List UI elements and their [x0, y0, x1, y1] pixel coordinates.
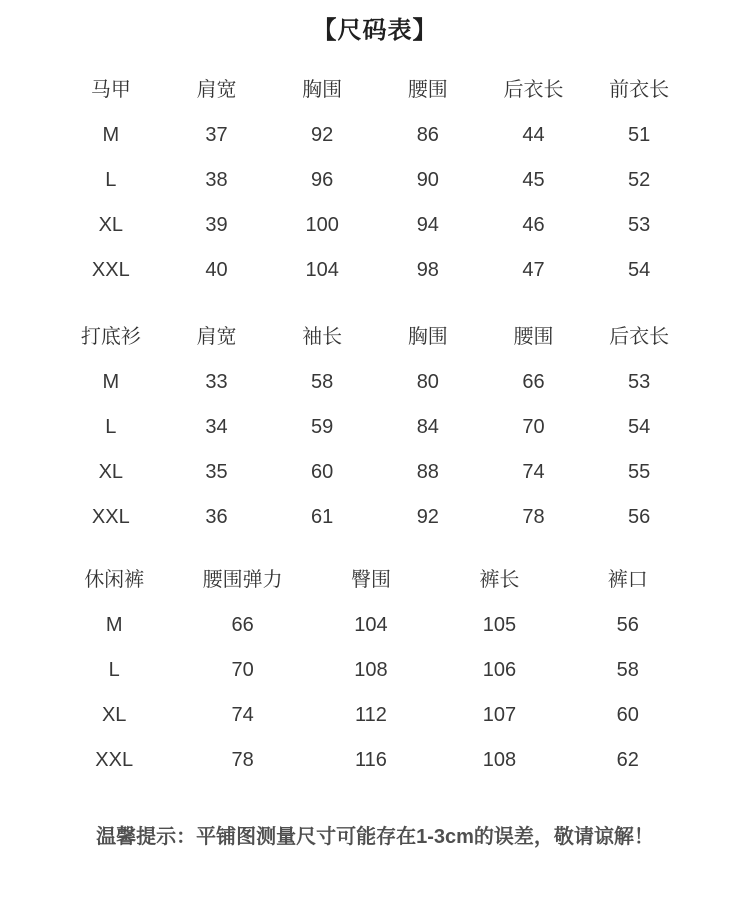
size-value-cell: 92	[416, 506, 439, 528]
size-label-cell: L	[105, 169, 117, 191]
size-label-cell: XXL	[95, 749, 134, 771]
column-header-cell: 袖长	[302, 326, 343, 348]
size-value-cell: 92	[311, 124, 334, 146]
size-value-cell: 62	[616, 749, 639, 771]
size-value-cell: 38	[205, 169, 228, 191]
size-value-cell: 36	[205, 506, 228, 528]
size-value-cell: 54	[628, 416, 651, 438]
size-value-cell: 39	[205, 214, 228, 236]
size-value-cell: 80	[416, 371, 439, 393]
size-value-cell: 104	[305, 259, 339, 281]
size-value-cell: 105	[482, 614, 517, 636]
size-value-cell: 53	[628, 371, 651, 393]
size-value-cell: 108	[482, 749, 517, 771]
size-value-cell: 104	[354, 614, 388, 636]
size-value-cell: 106	[482, 659, 517, 681]
size-value-cell: 56	[616, 614, 639, 636]
size-value-cell: 54	[628, 259, 651, 281]
size-value-cell: 56	[628, 506, 651, 528]
size-value-cell: 66	[231, 614, 254, 636]
table-title-cell: 马甲	[90, 79, 131, 101]
size-label-cell: M	[105, 614, 123, 636]
size-value-cell: 35	[205, 461, 228, 483]
column-header-cell: 胸围	[302, 79, 343, 101]
column-header-cell: 裤长	[479, 569, 520, 591]
size-value-cell: 88	[416, 461, 439, 483]
size-value-cell: 58	[311, 371, 334, 393]
size-value-cell: 78	[231, 749, 254, 771]
size-table-0	[58, 68, 692, 293]
size-value-cell: 37	[205, 124, 228, 146]
size-value-cell: 96	[311, 169, 334, 191]
size-label-cell: L	[105, 416, 117, 438]
size-value-cell: 66	[522, 371, 545, 393]
size-value-cell: 100	[305, 214, 339, 236]
size-label-cell: XXL	[91, 506, 130, 528]
size-value-cell: 55	[628, 461, 651, 483]
table-title-cell: 休闲裤	[84, 569, 145, 591]
column-header-cell: 裤口	[607, 569, 648, 591]
size-value-cell: 40	[205, 259, 228, 281]
column-header-cell: 胸围	[407, 326, 448, 348]
size-value-cell: 108	[354, 659, 388, 681]
size-value-cell: 107	[482, 704, 517, 726]
size-value-cell: 33	[205, 371, 228, 393]
size-value-cell: 52	[628, 169, 651, 191]
size-value-cell: 98	[416, 259, 439, 281]
size-value-cell: 34	[205, 416, 228, 438]
size-label-cell: M	[102, 371, 120, 393]
size-table-2	[50, 558, 692, 783]
size-value-cell: 112	[355, 704, 387, 726]
column-header-cell: 腰围	[513, 326, 554, 348]
size-value-cell: 59	[311, 416, 334, 438]
size-value-cell: 74	[231, 704, 254, 726]
column-header-cell: 肩宽	[196, 326, 237, 348]
size-label-cell: XXL	[91, 259, 130, 281]
size-value-cell: 116	[355, 749, 387, 771]
size-label-cell: XL	[98, 214, 124, 236]
size-value-cell: 70	[522, 416, 545, 438]
size-tables	[0, 68, 750, 783]
column-header-cell: 前衣长	[609, 79, 670, 101]
size-value-cell: 47	[522, 259, 545, 281]
size-value-cell: 61	[311, 506, 334, 528]
size-value-cell: 74	[522, 461, 545, 483]
size-value-cell: 51	[628, 124, 651, 146]
size-value-cell: 44	[522, 124, 545, 146]
page-title: 【尺码表】	[312, 17, 438, 44]
column-header-cell: 后衣长	[609, 326, 670, 348]
size-value-cell: 78	[522, 506, 545, 528]
column-header-cell: 腰围	[407, 79, 448, 101]
table-title-cell: 打底衫	[80, 326, 141, 348]
size-value-cell: 60	[311, 461, 334, 483]
size-label-cell: M	[102, 124, 120, 146]
size-value-cell: 70	[231, 659, 254, 681]
size-value-cell: 94	[416, 214, 439, 236]
size-value-cell: 58	[616, 659, 639, 681]
size-value-cell: 46	[522, 214, 545, 236]
size-label-cell: L	[108, 659, 120, 681]
size-value-cell: 45	[522, 169, 545, 191]
column-header-cell: 臀围	[350, 569, 391, 591]
size-value-cell: 90	[416, 169, 439, 191]
size-value-cell: 84	[416, 416, 439, 438]
size-label-cell: XL	[98, 461, 124, 483]
column-header-cell: 腰围弹力	[202, 569, 283, 591]
column-header-cell: 后衣长	[503, 79, 564, 101]
size-value-cell: 60	[616, 704, 639, 726]
size-table-1	[58, 315, 692, 540]
column-header-cell: 肩宽	[196, 79, 237, 101]
size-value-cell: 53	[628, 214, 651, 236]
size-label-cell: XL	[101, 704, 127, 726]
note-text: 温馨提示：平铺图测量尺寸可能存在1-3cm的误差，敬请谅解！	[96, 826, 654, 848]
size-value-cell: 86	[416, 124, 439, 146]
